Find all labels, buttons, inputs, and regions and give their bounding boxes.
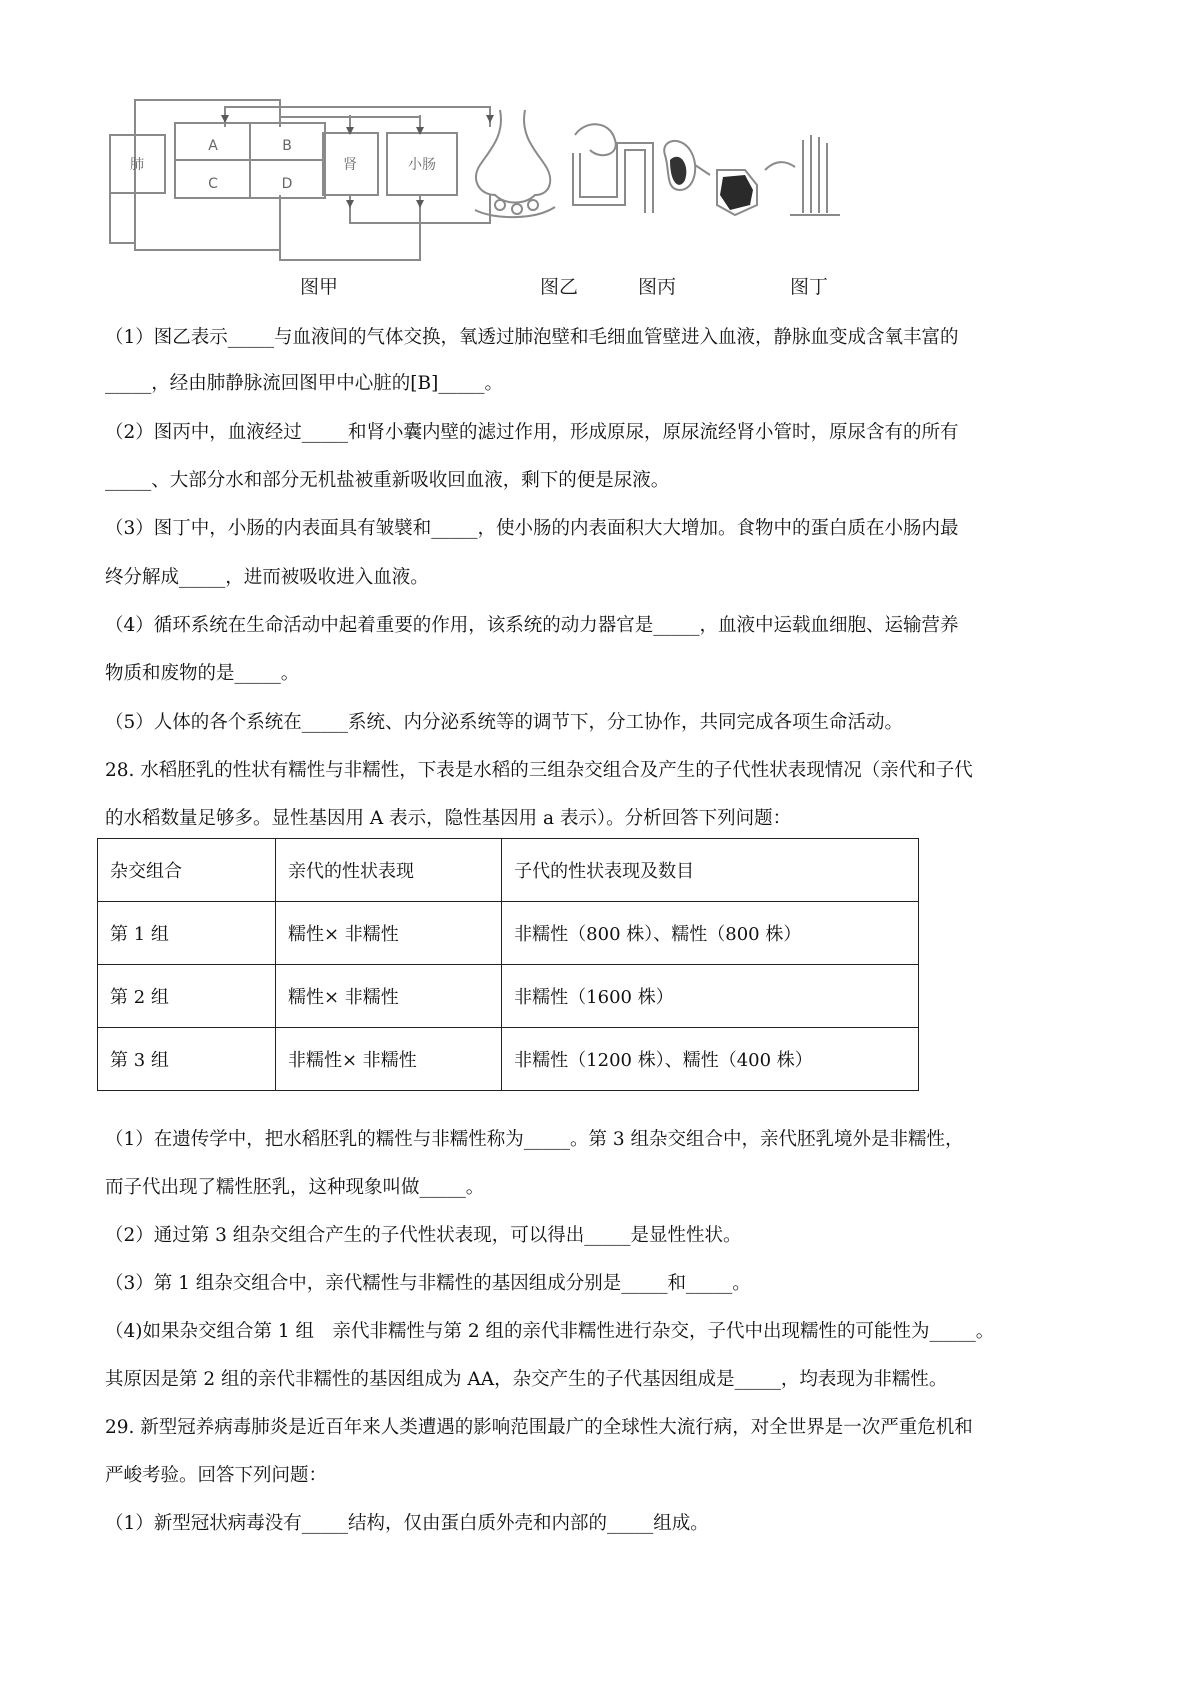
- heart-chamber-c: C: [208, 176, 218, 192]
- table-header-cell: 亲代的性状表现: [275, 839, 501, 902]
- q27-line-9: （5）人体的各个系统在_____系统、内分泌系统等的调节下，分工协作，共同完成各项生命活动。: [105, 712, 904, 733]
- q29-line-3: （1）新型冠状病毒没有_____结构，仅由蛋白质外壳和内部的_____组成。: [105, 1513, 709, 1534]
- q28-intro-line-2: 的水稻数量足够多。显性基因用 A 表示，隐性基因用 a 表示）。分析回答下列问题：: [105, 808, 792, 829]
- table-row: [98, 1028, 919, 1091]
- q27-line-4: _____、大部分水和部分无机盐被重新吸收回血液，剩下的便是尿液。: [105, 470, 670, 491]
- q28-line-2: 而子代出现了糯性胚乳，这种现象叫做_____。: [105, 1177, 485, 1198]
- figure-caption-bing: 图丙: [638, 276, 677, 298]
- table-header-cell: 子代的性状表现及数目: [502, 839, 919, 902]
- table-header-row: [98, 839, 919, 902]
- table-cell: 非糯性（1600 株）: [502, 965, 919, 1028]
- q29-line-1: 29. 新型冠养病毒肺炎是近百年来人类遭遇的影响范围最广的全球性大流行病，对全世界是一次严重危机和: [105, 1417, 973, 1438]
- figure-caption-jia: 图甲: [300, 276, 339, 298]
- q28-line-3: （2）通过第 3 组杂交组合产生的子代性状表现，可以得出_____是显性性状。: [105, 1225, 742, 1246]
- table-header-cell: 杂交组合: [98, 839, 276, 902]
- table-cell: 非糯性× 非糯性: [275, 1028, 501, 1091]
- figure-caption-ding: 图丁: [790, 276, 829, 298]
- heart-chamber-a: A: [208, 138, 218, 154]
- q28-line-5: （4)如果杂交组合第 1 组 亲代非糯性与第 2 组的亲代非糯性进行杂交，子代中出现糯性的可能性为_____。: [105, 1321, 995, 1342]
- q28-intro-line-1: 28. 水稻胚乳的性状有糯性与非糯性，下表是水稻的三组杂交组合及产生的子代性状表现情况（亲代和子代: [105, 760, 973, 781]
- q27-line-8: 物质和废物的是_____。: [105, 663, 300, 684]
- q29-line-2: 严峻考验。回答下列问题：: [105, 1465, 328, 1486]
- table-row: [98, 965, 919, 1028]
- lung-label: 肺: [130, 157, 144, 173]
- table-cell: 非糯性（800 株）、糯性（800 株）: [502, 902, 919, 965]
- table-cell: 糯性× 非糯性: [275, 902, 501, 965]
- table-cell: 第 2 组: [98, 965, 276, 1028]
- cross-results-table: [97, 838, 919, 1091]
- table-cell: 第 1 组: [98, 902, 276, 965]
- circulation-figure: [105, 95, 935, 295]
- q27-line-2: _____，经由肺静脉流回图甲中心脏的[B]_____。: [105, 373, 504, 394]
- q27-line-1: （1）图乙表示_____与血液间的气体交换，氧透过肺泡壁和毛细血管壁进入血液，静脉血变成含氧丰富的: [105, 327, 959, 348]
- q28-line-1: （1）在遗传学中，把水稻胚乳的糯性与非糯性称为_____。第 3 组杂交组合中，亲代胚乳境外是非糯性，: [105, 1129, 964, 1150]
- figure-caption-yi: 图乙: [540, 276, 579, 298]
- kidney-label: 肾: [343, 157, 357, 173]
- heart-chamber-d: D: [281, 176, 293, 192]
- table-cell: 非糯性（1200 株）、糯性（400 株）: [502, 1028, 919, 1091]
- table-cell: 第 3 组: [98, 1028, 276, 1091]
- q27-line-3: （2）图丙中，血液经过_____和肾小囊内壁的滤过作用，形成原尿，原尿流经肾小管时，原尿含有的所有: [105, 422, 959, 443]
- q27-line-7: （4）循环系统在生命活动中起着重要的作用，该系统的动力器官是_____，血液中运载血细胞、运输营养: [105, 615, 959, 636]
- table-cell: 糯性× 非糯性: [275, 965, 501, 1028]
- q27-line-5: （3）图丁中，小肠的内表面具有皱襞和_____，使小肠的内表面积大大增加。食物中的蛋白质在小肠内最: [105, 518, 959, 539]
- table-row: [98, 902, 919, 965]
- q28-line-6: 其原因是第 2 组的亲代非糯性的基因组成为 AA，杂交产生的子代基因组成是_____，均表现为非糯性。: [105, 1369, 948, 1390]
- q27-line-6: 终分解成_____，进而被吸收进入血液。: [105, 567, 429, 588]
- q28-line-4: （3）第 1 组杂交组合中，亲代糯性与非糯性的基因组成分别是_____和_____。: [105, 1273, 751, 1294]
- intestine-label: 小肠: [408, 157, 436, 173]
- heart-chamber-b: B: [282, 138, 292, 154]
